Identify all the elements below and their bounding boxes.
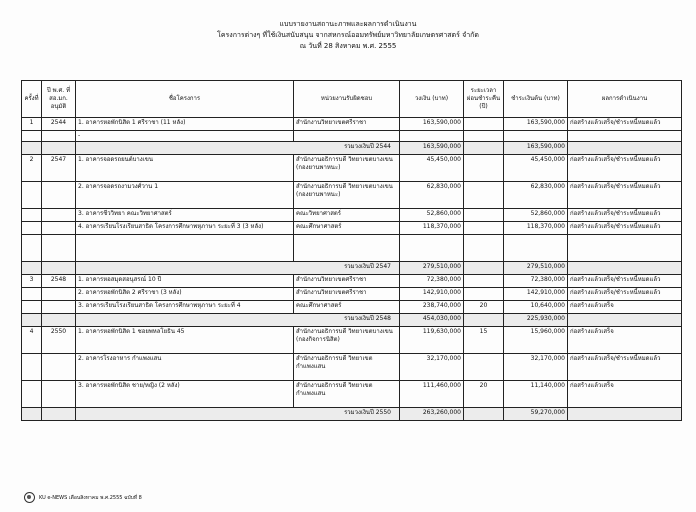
subtotal-amount: 279,510,000 (400, 262, 464, 275)
cell-amount: 119,630,000 (400, 327, 464, 354)
cell-project: 3. อาคารชีววิทยา คณะวิทยาศาสตร์ (76, 209, 294, 222)
table-row (22, 381, 682, 408)
cell-paid: 142,910,000 (504, 288, 568, 301)
cell-paid: 62,830,000 (504, 182, 568, 209)
col-header-result: ผลการดำเนินงาน (568, 81, 682, 118)
subtotal-label: รวมวงเงินปี 2547 (76, 262, 400, 275)
cell-year (42, 354, 76, 381)
table-row (22, 131, 682, 142)
cell-paid: 45,450,000 (504, 155, 568, 182)
cell-year: 2547 (42, 155, 76, 182)
cell-no (22, 301, 42, 314)
cell-year (42, 381, 76, 408)
cell-paid: 32,170,000 (504, 354, 568, 381)
subtotal-row (22, 314, 682, 327)
cell-period (464, 354, 504, 381)
cell-period (464, 314, 504, 327)
cell-unit: สำนักงานวิทยาเขตศรีราชา (294, 118, 400, 131)
cell-project: 2. อาคารจอดรถงามวงศ์วาน 1 (76, 182, 294, 209)
footer (24, 492, 142, 503)
cell-result: ก่อสร้างแล้วเสร็จ/ชำระหนี้หมดแล้ว (568, 182, 682, 209)
footer-text: KU e-NEWS เดือนสิงหาคม พ.ศ.2555 ฉบับที่ 8 (39, 494, 142, 501)
cell-year: 2550 (42, 327, 76, 354)
col-header-unit: หน่วยงานรับผิดชอบ (294, 81, 400, 118)
cell-project: 2. อาคารหอพักนิสิต 2 ศรีราชา (3 หลัง) (76, 288, 294, 301)
projects-table (21, 80, 682, 421)
cell-no (22, 262, 42, 275)
cell-no (22, 381, 42, 408)
cell-result (568, 314, 682, 327)
cell-year (42, 182, 76, 209)
cell-result (568, 235, 682, 262)
table-body (22, 118, 682, 421)
table-row (22, 235, 682, 262)
cell-paid: 15,960,000 (504, 327, 568, 354)
cell-period (464, 182, 504, 209)
cell-no (22, 408, 42, 421)
table-row (22, 275, 682, 288)
cell-amount: 52,860,000 (400, 209, 464, 222)
col-header-period: ระยะเวลาผ่อนชำระคืน (ปี) (464, 81, 504, 118)
cell-result: ก่อสร้างแล้วเสร็จ/ชำระหนี้หมดแล้ว (568, 288, 682, 301)
cell-unit: สำนักงานอธิการบดี วิทยาเขตบางเขน (กองกิจการนิสิต) (294, 327, 400, 354)
cell-no: 1 (22, 118, 42, 131)
cell-paid: 118,370,000 (504, 222, 568, 235)
cell-period (464, 262, 504, 275)
cell-period: 20 (464, 301, 504, 314)
table-row (22, 222, 682, 235)
report-title: แบบรายงานสถานะภาพและผลการดำเนินงาน (279, 20, 417, 28)
cell-unit: สำนักงานอธิการบดี วิทยาเขตกำแพงแสน (294, 381, 400, 408)
cell-project: 4. อาคารเรียนโรงเรียนสาธิต โครงการศึกษาพหุภาษา ระยะที่ 3 (3 หลัง) (76, 222, 294, 235)
cell-year (42, 301, 76, 314)
cell-no (22, 142, 42, 155)
cell-paid: 72,380,000 (504, 275, 568, 288)
table-header-row (22, 81, 682, 118)
report-subtitle: โครงการต่างๆ ที่ใช้เงินสนับสนุน จากสหกรณ์ออมทรัพย์มหาวิทยาลัยเกษตรศาสตร์ จำกัด (217, 31, 479, 39)
cell-year (42, 288, 76, 301)
cell-unit: คณะวิทยาศาสตร์ (294, 209, 400, 222)
cell-no (22, 222, 42, 235)
subtotal-label: รวมวงเงินปี 2550 (76, 408, 400, 421)
subtotal-label: รวมวงเงินปี 2544 (76, 142, 400, 155)
table-row (22, 118, 682, 131)
subtotal-amount: 163,590,000 (400, 142, 464, 155)
cell-result (568, 262, 682, 275)
cell-project: 3. อาคารเรียนโรงเรียนสาธิต โครงการศึกษาพหุภาษา ระยะที่ 4 (76, 301, 294, 314)
cell-result (568, 142, 682, 155)
cell-year (42, 222, 76, 235)
cell-result: ก่อสร้างแล้วเสร็จ (568, 301, 682, 314)
cell-paid: 52,860,000 (504, 209, 568, 222)
cell-period (464, 288, 504, 301)
cell-no (22, 131, 42, 142)
cell-amount: 32,170,000 (400, 354, 464, 381)
cell-unit: สำนักงานวิทยาเขตศรีราชา (294, 288, 400, 301)
table-row (22, 288, 682, 301)
subtotal-row (22, 142, 682, 155)
cell-year (42, 408, 76, 421)
subtotal-paid: 163,590,000 (504, 142, 568, 155)
cell-amount: 238,740,000 (400, 301, 464, 314)
cell-result: ก่อสร้างแล้วเสร็จ (568, 381, 682, 408)
cell-unit: สำนักงานอธิการบดี วิทยาเขตกำแพงแสน (294, 354, 400, 381)
cell-year (42, 235, 76, 262)
cell-period (464, 155, 504, 182)
table-row (22, 327, 682, 354)
cell-result: ก่อสร้างแล้วเสร็จ/ชำระหนี้หมดแล้ว (568, 275, 682, 288)
cell-period (464, 235, 504, 262)
cell-period: 15 (464, 327, 504, 354)
cell-year: 2544 (42, 118, 76, 131)
cell-no: 4 (22, 327, 42, 354)
cell-year (42, 209, 76, 222)
cell-year (42, 314, 76, 327)
cell-year (42, 131, 76, 142)
cell-project: 1. อาคารหอพักนิสิต 1 ชอยพหลโยธิน 45 (76, 327, 294, 354)
cell-unit (294, 131, 400, 142)
cell-project: 3. อาคารหอพักนิสิต ชาย/หญิง (2 หลัง) (76, 381, 294, 408)
cell-unit: คณะศึกษาศาสตร์ (294, 222, 400, 235)
cell-result: ก่อสร้างแล้วเสร็จ/ชำระหนี้หมดแล้ว (568, 209, 682, 222)
ku-logo-icon (24, 492, 35, 503)
cell-paid: 10,640,000 (504, 301, 568, 314)
cell-amount: 118,370,000 (400, 222, 464, 235)
subtotal-paid: 59,270,000 (504, 408, 568, 421)
cell-project: - (76, 131, 294, 142)
cell-paid (504, 131, 568, 142)
table-row (22, 354, 682, 381)
cell-unit: คณะศึกษาศาสตร์ (294, 301, 400, 314)
cell-no (22, 182, 42, 209)
subtotal-row (22, 408, 682, 421)
cell-project: 1. อาคารหอพักนิสิต 1 ศรีราชา (11 หลัง) (76, 118, 294, 131)
cell-period (464, 142, 504, 155)
cell-amount (400, 235, 464, 262)
cell-no (22, 314, 42, 327)
cell-paid: 11,140,000 (504, 381, 568, 408)
cell-paid (504, 235, 568, 262)
cell-amount: 45,450,000 (400, 155, 464, 182)
cell-unit: สำนักงานอธิการบดี วิทยาเขตบางเขน (กองยานพาหนะ) (294, 155, 400, 182)
cell-no: 3 (22, 275, 42, 288)
cell-year (42, 262, 76, 275)
cell-project: 1. อาคารหอสมุดสอนุสรณ์ 10 ปี (76, 275, 294, 288)
cell-year: 2548 (42, 275, 76, 288)
subtotal-paid: 279,510,000 (504, 262, 568, 275)
report-date: ณ วันที่ 28 สิงหาคม พ.ศ. 2555 (299, 42, 397, 50)
cell-period (464, 275, 504, 288)
cell-no (22, 209, 42, 222)
cell-no (22, 235, 42, 262)
col-header-no: ครั้งที่ (22, 81, 42, 118)
cell-result: ก่อสร้างแล้วเสร็จ/ชำระหนี้หมดแล้ว (568, 354, 682, 381)
subtotal-row (22, 262, 682, 275)
cell-period (464, 131, 504, 142)
table-row (22, 301, 682, 314)
cell-year (42, 142, 76, 155)
cell-result: ก่อสร้างแล้วเสร็จ/ชำระหนี้หมดแล้ว (568, 222, 682, 235)
cell-result: ก่อสร้างแล้วเสร็จ/ชำระหนี้หมดแล้ว (568, 118, 682, 131)
cell-amount: 111,460,000 (400, 381, 464, 408)
col-header-project: ชื่อโครงการ (76, 81, 294, 118)
cell-unit: สำนักงานวิทยาเขตศรีราชา (294, 275, 400, 288)
cell-result (568, 131, 682, 142)
cell-paid: 163,590,000 (504, 118, 568, 131)
cell-period (464, 209, 504, 222)
cell-project: 2. อาคารโรงอาหาร กำแพงแสน (76, 354, 294, 381)
cell-project: 1. อาคารจอดรถยนต์บางเขน (76, 155, 294, 182)
cell-no (22, 354, 42, 381)
cell-period (464, 222, 504, 235)
subtotal-paid: 225,930,000 (504, 314, 568, 327)
cell-result: ก่อสร้างแล้วเสร็จ/ชำระหนี้หมดแล้ว (568, 155, 682, 182)
subtotal-label: รวมวงเงินปี 2548 (76, 314, 400, 327)
cell-period: 20 (464, 381, 504, 408)
cell-amount: 72,380,000 (400, 275, 464, 288)
cell-amount: 62,830,000 (400, 182, 464, 209)
cell-amount: 163,590,000 (400, 118, 464, 131)
cell-no (22, 288, 42, 301)
cell-project (76, 235, 294, 262)
table-row (22, 209, 682, 222)
col-header-year: ปี พ.ศ. ที่ สอ.มก. อนุมัติ (42, 81, 76, 118)
table-row (22, 155, 682, 182)
subtotal-amount: 454,030,000 (400, 314, 464, 327)
col-header-amount: วงเงิน (บาท) (400, 81, 464, 118)
cell-unit: สำนักงานอธิการบดี วิทยาเขตบางเขน (กองยานพาหนะ) (294, 182, 400, 209)
cell-amount: 142,910,000 (400, 288, 464, 301)
table-row (22, 182, 682, 209)
cell-period (464, 118, 504, 131)
cell-result (568, 408, 682, 421)
cell-unit (294, 235, 400, 262)
cell-no: 2 (22, 155, 42, 182)
cell-period (464, 408, 504, 421)
cell-amount (400, 131, 464, 142)
col-header-paid: ชำระเงินต้น (บาท) (504, 81, 568, 118)
cell-result: ก่อสร้างแล้วเสร็จ (568, 327, 682, 354)
subtotal-amount: 263,260,000 (400, 408, 464, 421)
